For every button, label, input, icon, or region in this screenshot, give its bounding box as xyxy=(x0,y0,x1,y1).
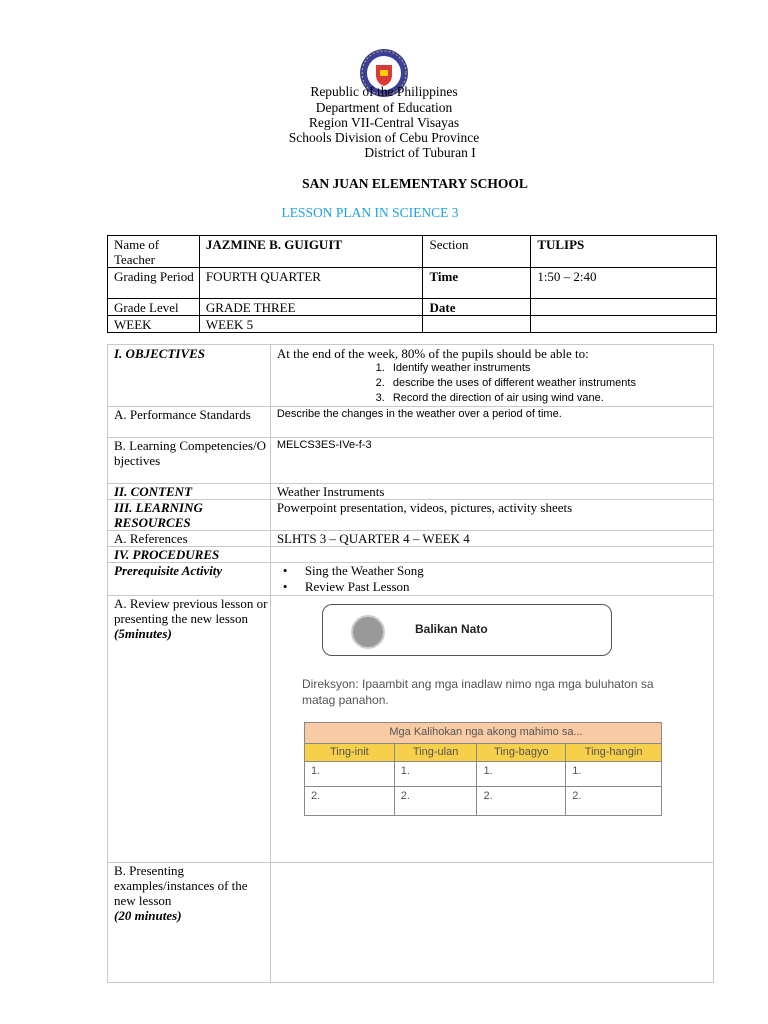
table-cell: 2. xyxy=(477,787,566,816)
objectives-list xyxy=(277,361,713,406)
table-cell: 2. xyxy=(305,787,395,816)
performance-value: Describe the changes in the weather over a period of time. xyxy=(270,407,713,438)
table-row xyxy=(305,762,662,787)
balikan-activity-picture xyxy=(296,600,666,815)
date-label: Date xyxy=(423,299,531,316)
header-line: Region VII-Central Visayas xyxy=(308,115,460,130)
grade-value: GRADE THREE xyxy=(199,299,423,316)
section-value: TULIPS xyxy=(531,236,717,268)
objectives-intro: At the end of the week, 80% of the pupils should be able to: xyxy=(276,346,589,361)
column-header: Ting-hangin xyxy=(566,744,662,762)
date-value xyxy=(531,299,717,316)
table-cell: 1. xyxy=(477,762,566,787)
teacher-label: Name of Teacher xyxy=(108,236,200,268)
presenting-time: (20 minutes) xyxy=(114,908,182,923)
table-cell: 1. xyxy=(394,762,477,787)
table-cell: 2. xyxy=(394,787,477,816)
section-label: Section xyxy=(423,236,531,268)
resources-label: III. LEARNING RESOURCES xyxy=(108,500,271,531)
review-label-cell xyxy=(108,596,271,863)
competencies-label: B. Learning Competencies/Objectives xyxy=(108,438,271,484)
references-value: SLHTS 3 – QUARTER 4 – WEEK 4 xyxy=(270,531,713,547)
week-label: WEEK xyxy=(108,316,200,333)
banner-title: Balikan Nato xyxy=(415,622,488,636)
header-line: Schools Division of Cebu Province xyxy=(288,130,480,145)
competencies-value: MELCS3ES-IVe-f-3 xyxy=(270,438,713,484)
presenting-label-cell xyxy=(108,863,271,983)
list-item: • Review Past Lesson xyxy=(305,579,713,595)
school-name: SAN JUAN ELEMENTARY SCHOOL xyxy=(302,176,528,191)
teacher-value: JAZMINE B. GUIGUIT xyxy=(199,236,423,268)
content-value: Weather Instruments xyxy=(270,484,713,500)
content-label: II. CONTENT xyxy=(108,484,271,500)
prerequisite-cell xyxy=(270,563,713,596)
resources-value: Powerpoint presentation, videos, pictures, activity sheets xyxy=(270,500,713,531)
column-header: Ting-ulan xyxy=(394,744,477,762)
review-label: A. Review previous lesson or presenting the new lesson xyxy=(114,596,268,626)
lesson-plan-title: LESSON PLAN IN SCIENCE 3 xyxy=(281,205,459,220)
prerequisite-label: Prerequisite Activity xyxy=(108,563,271,596)
presenting-label: B. Presenting examples/instances of the new lesson xyxy=(114,863,248,908)
grading-label: Grading Period xyxy=(108,268,200,299)
table-cell: 2. xyxy=(566,787,662,816)
column-header: Ting-init xyxy=(305,744,395,762)
header-line: District of Tuburan I xyxy=(364,145,476,160)
review-time: (5minutes) xyxy=(114,626,172,641)
list-item: 3. Record the direction of air using wind vane. xyxy=(375,392,604,404)
time-value: 1:50 – 2:40 xyxy=(531,268,717,299)
performance-label: A. Performance Standards xyxy=(108,407,271,438)
table-cell: 1. xyxy=(305,762,395,787)
grade-label: Grade Level xyxy=(108,299,200,316)
objectives-cell xyxy=(270,345,713,407)
table-cell: 1. xyxy=(566,762,662,787)
procedures-label: IV. PROCEDURES xyxy=(108,547,271,563)
balikan-banner xyxy=(322,604,612,656)
activity-directions: Direksyon: Ipaambit ang mga inadlaw nimo nga mga buluhaton sa matag panahon. xyxy=(302,677,654,707)
header-line: Republic of the Philippines xyxy=(310,84,458,99)
activity-table xyxy=(304,722,662,816)
list-item: 2. describe the uses of different weather instruments xyxy=(375,377,636,389)
objectives-label: I. OBJECTIVES xyxy=(108,345,271,407)
week-value: WEEK 5 xyxy=(199,316,423,333)
table-row xyxy=(305,787,662,816)
header-line: Department of Education xyxy=(315,100,453,115)
column-header: Ting-bagyo xyxy=(477,744,566,762)
list-item: 1. Identify weather instruments xyxy=(375,362,531,374)
time-label: Time xyxy=(423,268,531,299)
teacher-info-table xyxy=(107,235,717,333)
list-item: • Sing the Weather Song xyxy=(305,563,713,579)
activity-table-title: Mga Kalihokan nga akong mahimo sa... xyxy=(305,723,662,744)
puzzle-icon xyxy=(351,615,385,649)
references-label: A. References xyxy=(108,531,271,547)
grading-value: FOURTH QUARTER xyxy=(199,268,423,299)
